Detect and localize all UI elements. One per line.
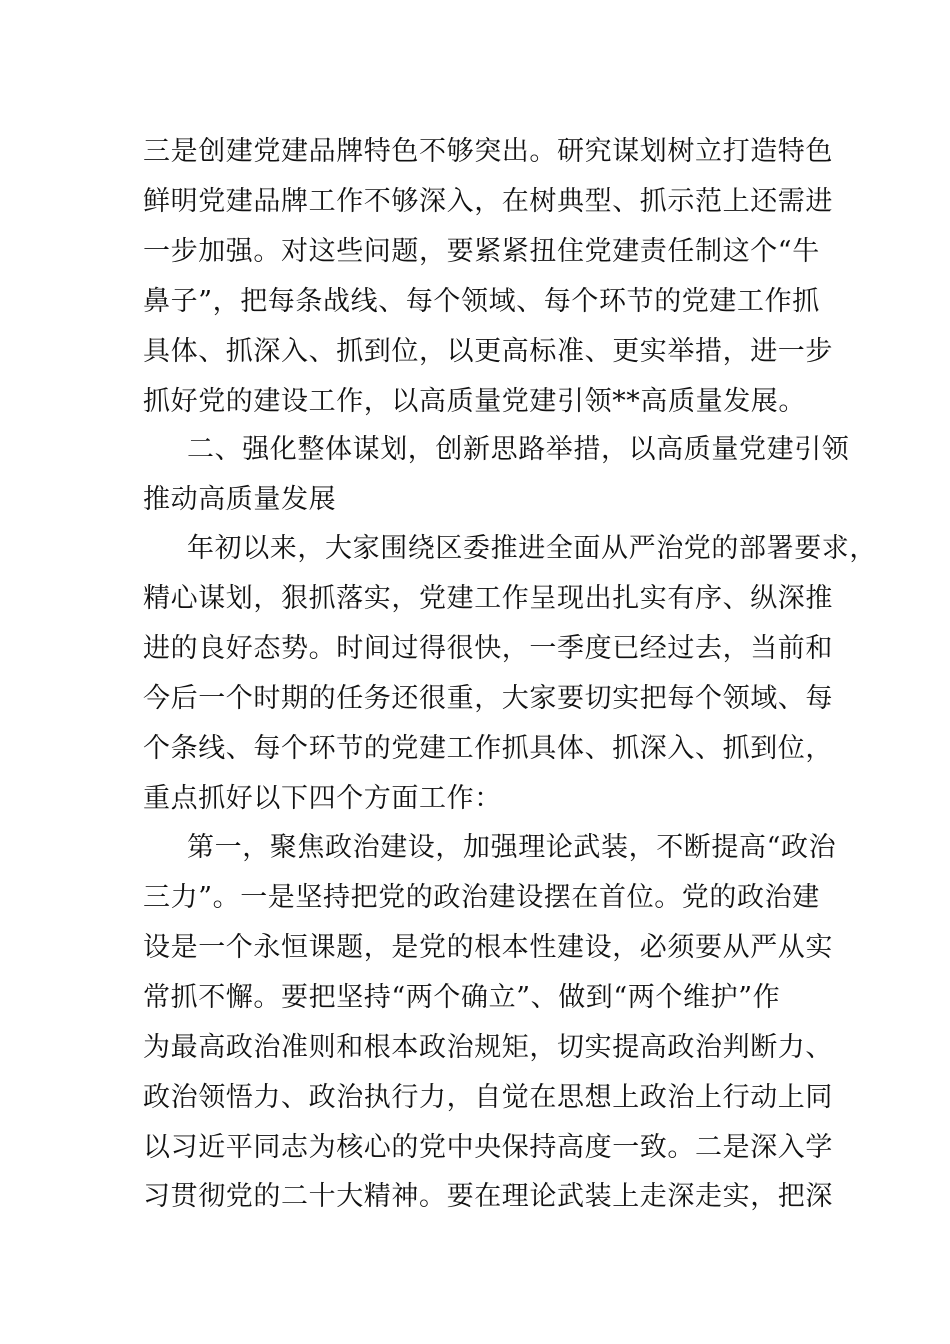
- text-line: 设是一个永恒课题，是党的根本性建设，必须要从严从实: [143, 932, 833, 963]
- paragraph-start-line: 年初以来，大家围绕区委推进全面从严治党的部署要求，: [187, 533, 877, 564]
- text-line: 鼻子”，把每条战线、每个领域、每个环节的党建工作抓: [143, 286, 820, 317]
- section-heading-line: 推动高质量发展: [143, 484, 337, 515]
- text-line: 为最高政治准则和根本政治规矩，切实提高政治判断力、: [143, 1032, 833, 1063]
- text-line: 以习近平同志为核心的党中央保持高度一致。二是深入学: [143, 1132, 833, 1163]
- text-line: 个条线、每个环节的党建工作抓具体、抓深入、抓到位，: [143, 733, 833, 764]
- paragraph-start-line: 第一，聚焦政治建设，加强理论武装，不断提高“政治: [187, 832, 837, 863]
- section-heading-line: 二、强化整体谋划，创新思路举措，以高质量党建引领: [187, 434, 850, 465]
- text-line: 具体、抓深入、抓到位，以更高标准、更实举措，进一步: [143, 336, 833, 367]
- text-line: 精心谋划，狠抓落实，党建工作呈现出扎实有序、纵深推: [143, 583, 833, 614]
- text-line: 政治领悟力、政治执行力，自觉在思想上政治上行动上同: [143, 1082, 833, 1113]
- text-line: 一步加强。对这些问题，要紧紧扭住党建责任制这个“牛: [143, 236, 820, 267]
- text-line: 抓好党的建设工作，以高质量党建引领**高质量发展。: [143, 386, 806, 417]
- text-line: 三是创建党建品牌特色不够突出。研究谋划树立打造特色: [143, 136, 833, 167]
- text-line: 三力”。一是坚持把党的政治建设摆在首位。党的政治建: [143, 882, 820, 913]
- text-line: 鲜明党建品牌工作不够深入，在树典型、抓示范上还需进: [143, 186, 833, 217]
- text-line: 进的良好态势。时间过得很快，一季度已经过去，当前和: [143, 633, 833, 664]
- text-line: 重点抓好以下四个方面工作：: [143, 783, 502, 814]
- text-line: 习贯彻党的二十大精神。要在理论武装上走深走实，把深: [143, 1181, 833, 1212]
- text-line: 今后一个时期的任务还很重，大家要切实把每个领域、每: [143, 683, 833, 714]
- text-line: 常抓不懈。要把坚持“两个确立”、做到“两个维护”作: [143, 982, 781, 1013]
